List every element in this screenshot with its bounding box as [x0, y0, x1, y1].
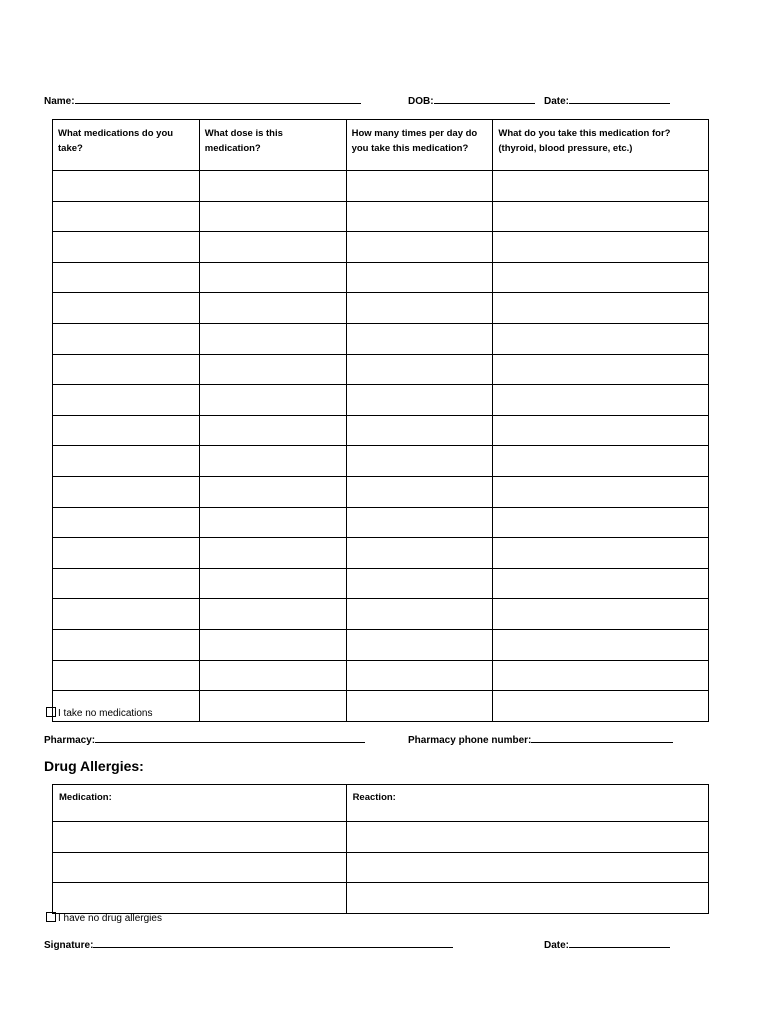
table-cell[interactable] [346, 822, 708, 853]
col-header-purpose [493, 120, 709, 171]
table-cell[interactable] [493, 201, 709, 232]
table-cell[interactable] [346, 171, 493, 202]
table-cell[interactable] [493, 385, 709, 416]
table-cell[interactable] [346, 538, 493, 569]
table-cell[interactable] [199, 385, 346, 416]
medication-row [53, 415, 709, 446]
table-cell[interactable] [346, 599, 493, 630]
table-cell[interactable] [53, 568, 200, 599]
dob-label: DOB: [408, 96, 434, 107]
table-cell[interactable] [493, 476, 709, 507]
table-cell[interactable] [199, 323, 346, 354]
no-allergies-option[interactable] [46, 912, 162, 924]
table-cell[interactable] [199, 507, 346, 538]
table-cell[interactable] [199, 171, 346, 202]
table-cell[interactable] [493, 629, 709, 660]
col-header-line: How many times per day do [351, 128, 478, 139]
table-cell[interactable] [199, 599, 346, 630]
table-cell[interactable] [53, 822, 347, 853]
signature-row [44, 938, 453, 951]
table-cell[interactable] [199, 201, 346, 232]
footer-date-field[interactable] [569, 938, 670, 948]
table-cell[interactable] [346, 476, 493, 507]
table-cell[interactable] [346, 691, 493, 722]
table-cell[interactable] [53, 538, 200, 569]
table-cell[interactable] [199, 691, 346, 722]
signature-field[interactable] [93, 938, 453, 948]
table-cell[interactable] [53, 852, 347, 883]
table-cell[interactable] [53, 476, 200, 507]
table-cell[interactable] [493, 323, 709, 354]
medication-row [53, 660, 709, 691]
header-name-row [44, 94, 361, 107]
col-header-line: (thyroid, blood pressure, etc.) [498, 143, 633, 154]
table-cell[interactable] [346, 660, 493, 691]
table-cell[interactable] [199, 476, 346, 507]
table-cell[interactable] [199, 354, 346, 385]
col-header-line: What dose is this [204, 128, 283, 139]
footer-date-label: Date: [544, 940, 570, 951]
table-cell[interactable] [493, 262, 709, 293]
medication-row [53, 293, 709, 324]
table-cell[interactable] [53, 354, 200, 385]
table-cell[interactable] [346, 232, 493, 263]
medication-row [53, 446, 709, 477]
table-cell[interactable] [53, 232, 200, 263]
table-cell[interactable] [53, 171, 200, 202]
table-cell[interactable] [493, 293, 709, 324]
medication-row [53, 476, 709, 507]
medication-row [53, 385, 709, 416]
no-medications-label: I take no medications [58, 708, 153, 719]
date-field[interactable] [569, 94, 670, 104]
no-allergies-label: I have no drug allergies [58, 913, 162, 924]
table-cell[interactable] [493, 599, 709, 630]
col-header-reaction: Reaction: [346, 785, 708, 822]
table-cell[interactable] [346, 323, 493, 354]
table-cell[interactable] [53, 385, 200, 416]
medications-header-row [53, 120, 709, 171]
table-cell[interactable] [199, 538, 346, 569]
col-header-line: take? [58, 143, 83, 154]
table-cell[interactable] [493, 446, 709, 477]
drug-allergies-title: Drug Allergies: [44, 758, 144, 774]
allergy-row [53, 852, 709, 883]
col-header-medication [53, 120, 200, 171]
table-cell[interactable] [493, 171, 709, 202]
no-allergies-checkbox[interactable] [46, 912, 56, 922]
no-medications-checkbox[interactable] [46, 707, 56, 717]
pharmacy-label: Pharmacy: [44, 735, 96, 746]
medication-row [53, 568, 709, 599]
table-cell[interactable] [199, 629, 346, 660]
table-cell[interactable] [493, 232, 709, 263]
pharmacy-phone-row [408, 733, 673, 746]
table-cell[interactable] [53, 883, 347, 914]
table-cell[interactable] [346, 262, 493, 293]
table-cell[interactable] [493, 568, 709, 599]
pharmacy-row [44, 733, 365, 746]
medication-row [53, 599, 709, 630]
col-header-line: What medications do you [58, 128, 174, 139]
table-cell[interactable] [493, 691, 709, 722]
table-cell[interactable] [53, 415, 200, 446]
medications-table [52, 119, 709, 722]
medication-row [53, 629, 709, 660]
table-cell[interactable] [199, 446, 346, 477]
medication-row [53, 262, 709, 293]
medication-row [53, 507, 709, 538]
allergy-row [53, 822, 709, 853]
table-cell[interactable] [346, 201, 493, 232]
medication-row [53, 323, 709, 354]
allergy-row [53, 883, 709, 914]
allergies-header-row [53, 785, 709, 822]
table-cell[interactable] [346, 415, 493, 446]
table-cell[interactable] [346, 629, 493, 660]
name-label: Name: [44, 96, 75, 107]
col-header-line: you take this medication? [351, 143, 469, 154]
medication-row [53, 538, 709, 569]
medication-row [53, 232, 709, 263]
table-cell[interactable] [346, 852, 708, 883]
table-cell[interactable] [53, 262, 200, 293]
table-cell[interactable] [199, 415, 346, 446]
header-dob-row [408, 94, 535, 107]
col-header-allergy-medication: Medication: [53, 785, 347, 822]
table-cell[interactable] [346, 883, 708, 914]
table-cell[interactable] [199, 262, 346, 293]
table-cell[interactable] [53, 201, 200, 232]
table-cell[interactable] [199, 660, 346, 691]
allergies-table [52, 784, 709, 914]
table-cell[interactable] [53, 293, 200, 324]
table-cell[interactable] [199, 232, 346, 263]
no-medications-option[interactable] [46, 707, 153, 719]
medications-body [53, 171, 709, 722]
table-cell[interactable] [346, 385, 493, 416]
table-cell[interactable] [199, 293, 346, 324]
allergies-body [53, 822, 709, 914]
medication-row [53, 201, 709, 232]
col-header-line: medication? [204, 143, 261, 154]
medication-row [53, 354, 709, 385]
col-header-frequency [346, 120, 493, 171]
date-label: Date: [544, 96, 570, 107]
col-header-line: What do you take this medication for? [498, 128, 671, 139]
signature-label: Signature: [44, 940, 94, 951]
table-cell[interactable] [346, 568, 493, 599]
table-cell[interactable] [53, 507, 200, 538]
pharmacy-phone-label: Pharmacy phone number: [408, 735, 532, 746]
table-cell[interactable] [53, 446, 200, 477]
table-cell[interactable] [53, 599, 200, 630]
table-cell[interactable] [493, 507, 709, 538]
header-date-row [544, 94, 670, 107]
dob-field[interactable] [434, 94, 535, 104]
table-cell[interactable] [493, 660, 709, 691]
table-cell[interactable] [493, 415, 709, 446]
table-cell[interactable] [53, 660, 200, 691]
table-cell[interactable] [493, 354, 709, 385]
col-header-dose [199, 120, 346, 171]
table-cell[interactable] [53, 629, 200, 660]
table-cell[interactable] [493, 538, 709, 569]
table-cell[interactable] [346, 293, 493, 324]
pharmacy-phone-field[interactable] [531, 733, 673, 743]
table-cell[interactable] [53, 323, 200, 354]
medication-row [53, 171, 709, 202]
pharmacy-field[interactable] [95, 733, 365, 743]
table-cell[interactable] [346, 354, 493, 385]
name-field[interactable] [75, 94, 361, 104]
table-cell[interactable] [346, 507, 493, 538]
table-cell[interactable] [199, 568, 346, 599]
table-cell[interactable] [346, 446, 493, 477]
footer-date-row [544, 938, 670, 951]
